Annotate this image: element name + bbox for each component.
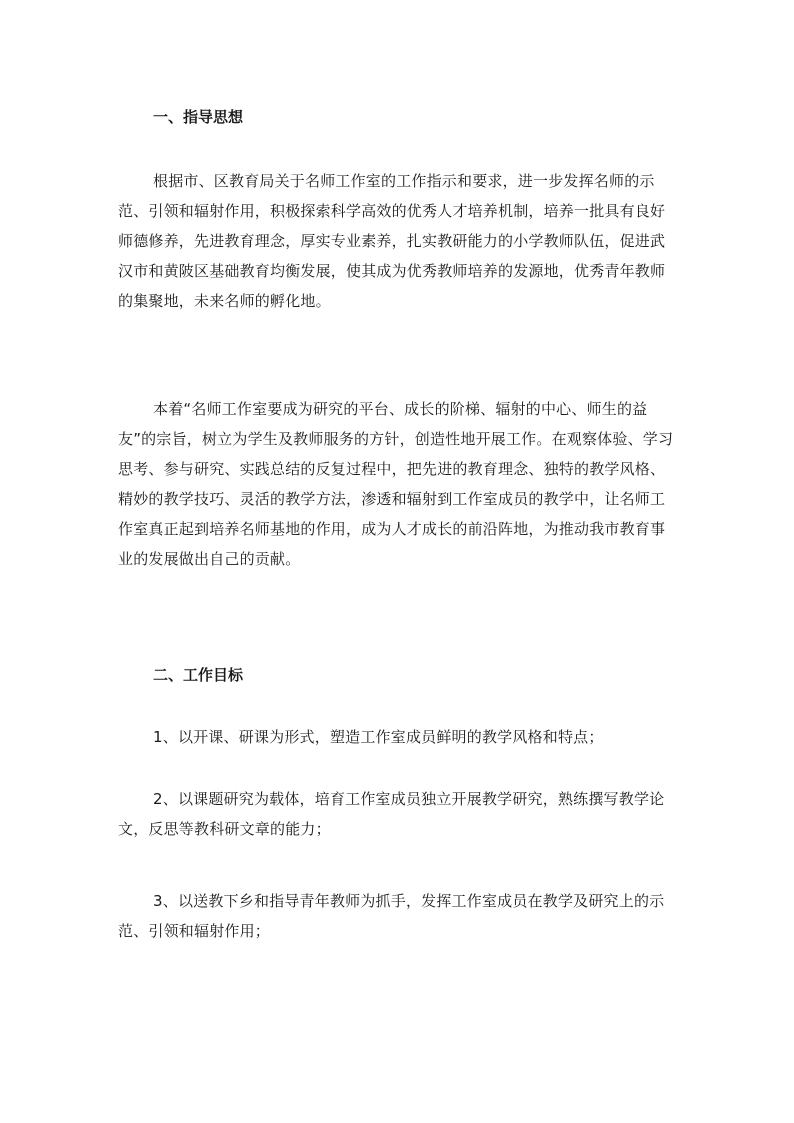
goal-item-1: 1、以开课、研课为形式，塑造工作室成员鲜明的教学风格和特点； bbox=[153, 728, 604, 746]
goal-item-2: 2、以课题研究为载体，培育工作室成员独立开展教学研究，熟练撰写教学论文，反思等教科研文章的能力； bbox=[118, 790, 665, 838]
goal-item-3: 3、以送教下乡和指导青年教师为抓手，发挥工作室成员在教学及研究上的示范、引领和辐射作用； bbox=[118, 892, 665, 940]
section2-heading: 二、工作目标 bbox=[153, 666, 244, 684]
section1-paragraph-1: 根据市、区教育局关于名师工作室的工作指示和要求，进一步发挥名师的示范、引领和辐射作用，积极探索科学高效的优秀人才培养机制，培养一批具有良好师德修养，先进教育理念，厚实专业素养，扎实教研能力的小学教师队伍，促进武汉市和黄陂区基础教育均衡发展，使其成为优秀教师培养的发源地，优秀青年教师的集聚地，未来名师的孵化地。 bbox=[118, 172, 666, 310]
section1-paragraph-2: 本着“名师工作室要成为研究的平台、成长的阶梯、辐射的中心、师生的益友”的宗旨，树立为学生及教师服务的方针，创造性地开展工作。在观察体验、学习思考、参与研究、实践总结的反复过程中，把先进的教育理念、独特的教学风格、精妙的教学技巧、灵活的教学方法，渗透和辐射到工作室成员的教学中，让名师工作室真正起到培养名师基地的作用，成为人才成长的前沿阵地，为推动我市教育事业的发展做出自己的贡献。 bbox=[118, 400, 674, 568]
section1-heading: 一、指导思想 bbox=[153, 108, 244, 126]
